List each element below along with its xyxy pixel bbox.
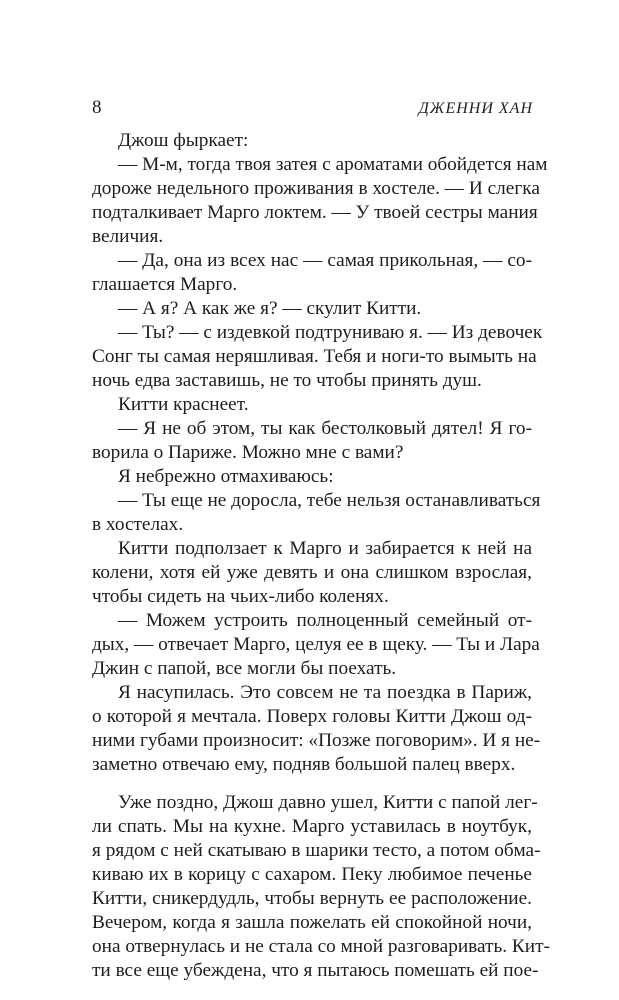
text-line: о которой я мечтала. Поверх головы Китти Джош од- bbox=[92, 706, 532, 727]
text-line: Я насупилась. Это совсем не та поездка в Париж, bbox=[118, 682, 532, 703]
text-line: ними губами произносит: «Позже поговорим». И я не- bbox=[92, 730, 541, 751]
text-line: киваю их в корицу с сахаром. Пеку любимое печенье bbox=[92, 864, 532, 885]
text-line: Джин с папой, все могли бы поехать. bbox=[92, 658, 397, 679]
text-line: я рядом с ней скатываю в шарики тесто, а потом обма- bbox=[92, 840, 541, 861]
text-line: — М-м, тогда твоя затея с ароматами обойдется нам bbox=[118, 154, 548, 175]
text-line: Сонг ты самая неряшливая. Тебя и ноги-то вымыть на bbox=[92, 346, 537, 367]
running-head-author: ДЖЕННИ ХАН bbox=[418, 100, 533, 117]
text-line: величия. bbox=[92, 226, 164, 247]
text-line: заметно отвечаю ему, подняв большой палец вверх. bbox=[92, 754, 516, 775]
text-line: — Я не об этом, ты как бестолковый дятел! Я го- bbox=[118, 418, 532, 439]
text-line: Вечером, когда я зашла пожелать ей спокойной ночи, bbox=[92, 912, 532, 933]
text-line: она отвернулась и не стала со мной разговаривать. Кит- bbox=[92, 936, 550, 957]
text-line: Китти краснеет. bbox=[118, 394, 249, 415]
page-number: 8 bbox=[92, 97, 102, 118]
text-line: — Ты еще не доросла, тебе нельзя останавливаться bbox=[118, 490, 541, 511]
text-line: Я небрежно отмахиваюсь: bbox=[118, 466, 334, 487]
text-line: ти все еще убеждена, что я пытаюсь помешать ей пое- bbox=[92, 960, 539, 981]
text-line: подталкивает Марго локтем. — У твоей сестры мания bbox=[92, 202, 538, 223]
text-line: дых, — отвечает Марго, целуя ее в щеку. — Ты и Лара bbox=[92, 634, 540, 655]
text-line: ночь едва заставишь, не то чтобы принять душ. bbox=[92, 370, 482, 391]
text-line: колени, хотя ей уже девять и она слишком взрослая, bbox=[92, 562, 532, 583]
text-line: дороже недельного проживания в хостеле. — И слегка bbox=[92, 178, 540, 199]
text-line: — А я? А как же я? — скулит Китти. bbox=[118, 298, 422, 319]
text-line: Китти подползает к Марго и забирается к ней на bbox=[118, 538, 532, 559]
text-line: — Да, она из всех нас — самая прикольная, — со- bbox=[118, 250, 532, 271]
text-line: глашается Марго. bbox=[92, 274, 238, 295]
text-line: Уже поздно, Джош давно ушел, Китти с папой лег- bbox=[118, 792, 538, 813]
text-line: ли спать. Мы на кухне. Марго уставилась в ноутбук, bbox=[92, 816, 532, 837]
text-line: чтобы сидеть на чьих-либо коленях. bbox=[92, 586, 389, 607]
text-line: Китти, сникердудль, чтобы вернуть ее расположение. bbox=[92, 888, 532, 909]
text-line: — Ты? — с издевкой подтруниваю я. — Из девочек bbox=[118, 322, 543, 343]
text-line: — Можем устроить полноценный семейный от- bbox=[118, 610, 532, 631]
text-line: в хостелах. bbox=[92, 514, 184, 535]
text-line: Джош фыркает: bbox=[118, 130, 249, 151]
text-line: ворила о Париже. Можно мне с вами? bbox=[92, 442, 404, 463]
